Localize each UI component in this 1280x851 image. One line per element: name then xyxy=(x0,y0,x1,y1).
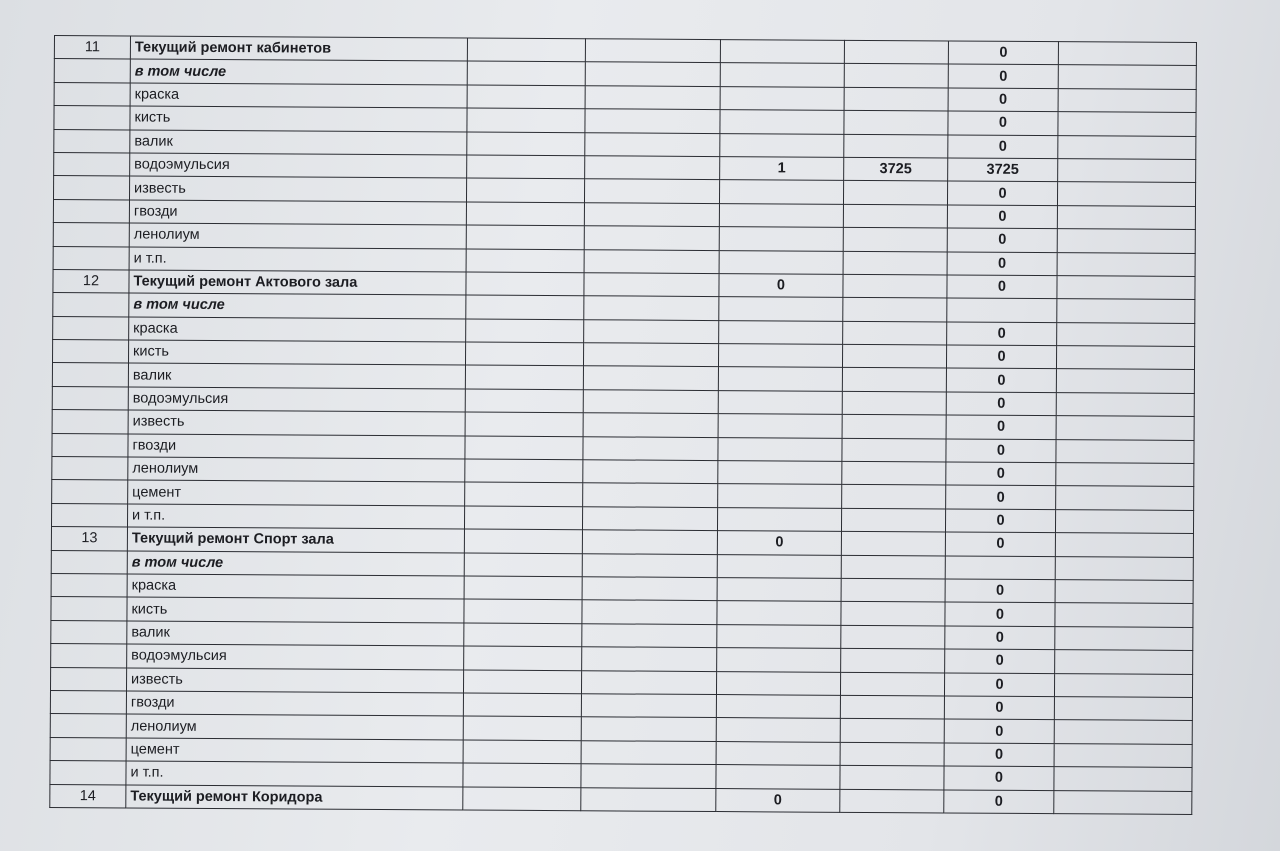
empty-cell xyxy=(585,62,720,86)
empty-cell xyxy=(465,342,583,366)
item-total: 0 xyxy=(944,766,1054,790)
empty-cell xyxy=(1054,767,1192,791)
empty-cell xyxy=(50,761,126,785)
empty-cell xyxy=(54,152,130,176)
item-price xyxy=(840,742,944,766)
material-name: ленолиум xyxy=(129,223,466,248)
empty-cell xyxy=(50,714,126,738)
item-price: 3725 xyxy=(844,157,948,181)
empty-cell xyxy=(52,480,128,504)
item-total: 0 xyxy=(948,111,1058,135)
empty-cell xyxy=(720,63,844,87)
item-total: 0 xyxy=(946,345,1056,369)
item-quantity xyxy=(718,461,842,485)
item-price xyxy=(840,719,944,743)
material-name: известь xyxy=(129,176,466,201)
empty-cell xyxy=(1055,650,1193,674)
empty-cell xyxy=(840,789,944,813)
material-name: кисть xyxy=(127,597,464,622)
item-number: 14 xyxy=(50,784,126,808)
empty-cell xyxy=(54,106,130,130)
empty-cell xyxy=(466,295,584,319)
material-name: кисть xyxy=(128,340,465,365)
item-price xyxy=(840,765,944,789)
empty-cell xyxy=(51,573,127,597)
header-total: 0 xyxy=(945,532,1055,556)
item-price xyxy=(843,181,947,205)
item-price xyxy=(842,391,946,415)
empty-cell xyxy=(582,577,717,601)
empty-cell xyxy=(1054,790,1192,814)
item-price xyxy=(844,134,948,158)
item-price xyxy=(842,415,946,439)
material-name: ленолиум xyxy=(128,457,465,482)
empty-cell xyxy=(466,272,584,296)
empty-cell xyxy=(583,483,718,507)
empty-cell xyxy=(53,199,129,223)
item-total: 0 xyxy=(947,205,1057,229)
empty-cell xyxy=(51,503,127,527)
empty-cell xyxy=(1057,182,1195,206)
empty-cell xyxy=(463,693,581,717)
item-price xyxy=(842,344,946,368)
empty-cell xyxy=(844,40,948,64)
item-total: 0 xyxy=(946,462,1056,486)
item-price xyxy=(842,461,946,485)
empty-cell xyxy=(582,507,717,531)
empty-cell xyxy=(54,129,130,153)
empty-cell xyxy=(583,460,718,484)
empty-cell xyxy=(51,644,127,668)
empty-cell xyxy=(843,298,947,322)
empty-cell xyxy=(51,597,127,621)
item-quantity xyxy=(719,250,843,274)
item-price xyxy=(842,368,946,392)
empty-cell xyxy=(1057,229,1195,253)
empty-cell xyxy=(52,457,128,481)
item-price xyxy=(843,321,947,345)
empty-cell xyxy=(1055,533,1193,557)
empty-cell xyxy=(581,670,716,694)
empty-cell xyxy=(52,363,128,387)
empty-cell xyxy=(463,763,581,787)
header-total: 0 xyxy=(944,789,1054,813)
material-name: известь xyxy=(126,668,463,693)
item-total: 0 xyxy=(946,368,1056,392)
empty-cell xyxy=(585,86,720,110)
empty-cell xyxy=(584,179,719,203)
material-name: валик xyxy=(130,130,467,155)
item-quantity xyxy=(717,578,841,602)
empty-cell xyxy=(466,178,584,202)
item-quantity xyxy=(717,601,841,625)
empty-cell xyxy=(584,226,719,250)
empty-cell xyxy=(466,202,584,226)
item-price xyxy=(841,602,945,626)
empty-cell xyxy=(1058,65,1196,89)
empty-cell xyxy=(50,667,126,691)
empty-cell xyxy=(464,576,582,600)
empty-cell xyxy=(464,506,582,530)
item-price xyxy=(841,508,945,532)
empty-cell xyxy=(467,38,585,62)
item-quantity xyxy=(717,507,841,531)
material-name: гвозди xyxy=(129,200,466,225)
item-number: 13 xyxy=(51,527,127,551)
empty-cell xyxy=(52,340,128,364)
subheader-total xyxy=(947,298,1057,322)
material-name: и т.п. xyxy=(127,504,464,529)
empty-cell xyxy=(584,202,719,226)
empty-cell xyxy=(51,550,127,574)
item-number: 12 xyxy=(53,269,129,293)
item-total: 0 xyxy=(945,579,1055,603)
item-total: 0 xyxy=(947,181,1057,205)
empty-cell xyxy=(585,39,720,63)
item-total: 0 xyxy=(948,88,1058,112)
empty-cell xyxy=(1057,276,1195,300)
empty-cell xyxy=(1055,603,1193,627)
empty-cell xyxy=(583,436,718,460)
item-price xyxy=(841,578,945,602)
empty-cell xyxy=(583,366,718,390)
header-total: 0 xyxy=(948,41,1058,65)
empty-cell xyxy=(465,365,583,389)
material-name: известь xyxy=(128,410,465,435)
empty-cell xyxy=(1058,88,1196,112)
subheader-label: в том числе xyxy=(127,551,464,576)
item-total: 0 xyxy=(946,392,1056,416)
repair-cost-table xyxy=(49,35,1197,815)
item-quantity xyxy=(720,110,844,134)
section-title: Текущий ремонт Спорт зала xyxy=(127,527,464,552)
empty-cell xyxy=(464,646,582,670)
empty-cell xyxy=(582,600,717,624)
item-quantity xyxy=(718,414,842,438)
empty-cell xyxy=(583,390,718,414)
item-total: 0 xyxy=(947,322,1057,346)
item-total: 0 xyxy=(944,719,1054,743)
header-quantity: 0 xyxy=(719,273,843,297)
empty-cell xyxy=(50,690,126,714)
material-name: гвозди xyxy=(126,691,463,716)
empty-cell xyxy=(465,482,583,506)
empty-cell xyxy=(581,787,716,811)
item-quantity xyxy=(718,367,842,391)
empty-cell xyxy=(581,764,716,788)
empty-cell xyxy=(1056,439,1194,463)
empty-cell xyxy=(54,82,130,106)
item-total: 0 xyxy=(946,415,1056,439)
empty-cell xyxy=(466,225,584,249)
subheader-total xyxy=(945,556,1055,580)
item-quantity xyxy=(719,203,843,227)
material-name: краска xyxy=(130,83,467,108)
material-name: валик xyxy=(128,363,465,388)
empty-cell xyxy=(585,109,720,133)
empty-cell xyxy=(584,273,719,297)
item-quantity xyxy=(719,227,843,251)
empty-cell xyxy=(465,412,583,436)
item-total: 0 xyxy=(945,602,1055,626)
material-name: и т.п. xyxy=(129,246,466,271)
empty-cell xyxy=(582,647,717,671)
empty-cell xyxy=(1054,720,1192,744)
empty-cell xyxy=(581,694,716,718)
empty-cell xyxy=(581,740,716,764)
header-quantity: 0 xyxy=(717,531,841,555)
table-body xyxy=(50,36,1197,815)
material-name: ленолиум xyxy=(126,714,463,739)
material-name: краска xyxy=(129,317,466,342)
empty-cell xyxy=(464,623,582,647)
material-name: краска xyxy=(127,574,464,599)
item-quantity xyxy=(716,694,840,718)
item-quantity xyxy=(718,437,842,461)
material-name: и т.п. xyxy=(126,761,463,786)
empty-cell xyxy=(1055,556,1193,580)
empty-cell xyxy=(53,176,129,200)
item-total: 0 xyxy=(944,743,1054,767)
item-total: 0 xyxy=(945,509,1055,533)
empty-cell xyxy=(583,413,718,437)
empty-cell xyxy=(465,459,583,483)
empty-cell xyxy=(1056,369,1194,393)
item-price xyxy=(844,110,948,134)
empty-cell xyxy=(1056,392,1194,416)
material-name: валик xyxy=(127,621,464,646)
empty-cell xyxy=(53,246,129,270)
item-total: 0 xyxy=(946,485,1056,509)
empty-cell xyxy=(53,293,129,317)
item-quantity xyxy=(719,320,843,344)
item-total: 0 xyxy=(944,696,1054,720)
empty-cell xyxy=(585,132,720,156)
empty-cell xyxy=(54,59,130,83)
item-quantity xyxy=(720,86,844,110)
empty-cell xyxy=(1056,346,1194,370)
item-quantity xyxy=(716,765,840,789)
item-total: 0 xyxy=(945,649,1055,673)
empty-cell xyxy=(52,386,128,410)
empty-cell xyxy=(467,132,585,156)
item-total: 0 xyxy=(947,251,1057,275)
empty-cell xyxy=(53,316,129,340)
empty-cell xyxy=(582,530,717,554)
empty-cell xyxy=(1055,580,1193,604)
empty-cell xyxy=(463,716,581,740)
empty-cell xyxy=(1056,463,1194,487)
material-name: цемент xyxy=(128,480,465,505)
item-quantity xyxy=(716,718,840,742)
material-name: цемент xyxy=(126,738,463,763)
subheader-label: в том числе xyxy=(129,293,466,318)
empty-cell xyxy=(51,620,127,644)
empty-cell xyxy=(463,787,581,811)
empty-cell xyxy=(1058,135,1196,159)
empty-cell xyxy=(1055,509,1193,533)
item-price xyxy=(841,648,945,672)
item-quantity xyxy=(716,741,840,765)
item-quantity xyxy=(716,671,840,695)
empty-cell xyxy=(1054,743,1192,767)
empty-cell xyxy=(1056,486,1194,510)
material-name: водоэмульсия xyxy=(130,153,467,178)
header-quantity xyxy=(720,40,844,64)
empty-cell xyxy=(1055,626,1193,650)
empty-cell xyxy=(463,670,581,694)
empty-cell xyxy=(584,296,719,320)
empty-cell xyxy=(464,553,582,577)
empty-cell xyxy=(582,624,717,648)
empty-cell xyxy=(467,108,585,132)
item-total: 0 xyxy=(946,439,1056,463)
empty-cell xyxy=(844,64,948,88)
empty-cell xyxy=(841,532,945,556)
item-price xyxy=(841,625,945,649)
empty-cell xyxy=(719,297,843,321)
empty-cell xyxy=(583,343,718,367)
item-price xyxy=(842,438,946,462)
empty-cell xyxy=(464,529,582,553)
empty-cell xyxy=(464,599,582,623)
item-quantity: 1 xyxy=(720,157,844,181)
item-price xyxy=(843,227,947,251)
item-total: 3725 xyxy=(948,158,1058,182)
item-quantity xyxy=(718,344,842,368)
empty-cell xyxy=(1056,416,1194,440)
section-title: Текущий ремонт кабинетов xyxy=(130,36,467,61)
empty-cell xyxy=(582,553,717,577)
item-price xyxy=(842,485,946,509)
item-quantity xyxy=(718,390,842,414)
subheader-total: 0 xyxy=(948,64,1058,88)
item-total: 0 xyxy=(947,228,1057,252)
empty-cell xyxy=(467,85,585,109)
empty-cell xyxy=(52,410,128,434)
empty-cell xyxy=(465,436,583,460)
empty-cell xyxy=(843,274,947,298)
item-price xyxy=(840,695,944,719)
item-quantity xyxy=(720,133,844,157)
empty-cell xyxy=(584,319,719,343)
item-price xyxy=(840,672,944,696)
empty-cell xyxy=(584,249,719,273)
empty-cell xyxy=(1057,322,1195,346)
item-price xyxy=(844,87,948,111)
material-name: гвозди xyxy=(128,434,465,459)
item-quantity xyxy=(717,648,841,672)
empty-cell xyxy=(717,554,841,578)
item-number: 11 xyxy=(54,36,130,60)
material-name: водоэмульсия xyxy=(127,644,464,669)
item-price xyxy=(843,251,947,275)
empty-cell xyxy=(466,319,584,343)
item-quantity xyxy=(717,624,841,648)
empty-cell xyxy=(50,737,126,761)
material-name: кисть xyxy=(130,106,467,131)
subheader-label: в том числе xyxy=(130,59,467,84)
item-total: 0 xyxy=(948,135,1058,159)
section-title: Текущий ремонт Актового зала xyxy=(129,270,466,295)
empty-cell xyxy=(841,555,945,579)
empty-cell xyxy=(1058,159,1196,183)
empty-cell xyxy=(467,155,585,179)
empty-cell xyxy=(467,61,585,85)
item-price xyxy=(843,204,947,228)
header-total: 0 xyxy=(947,275,1057,299)
material-name: водоэмульсия xyxy=(128,387,465,412)
header-quantity: 0 xyxy=(716,788,840,812)
empty-cell xyxy=(581,717,716,741)
empty-cell xyxy=(1058,42,1196,66)
empty-cell xyxy=(463,740,581,764)
empty-cell xyxy=(1057,205,1195,229)
item-quantity xyxy=(718,484,842,508)
empty-cell xyxy=(1054,673,1192,697)
empty-cell xyxy=(466,249,584,273)
empty-cell xyxy=(1057,299,1195,323)
empty-cell xyxy=(52,433,128,457)
item-total: 0 xyxy=(944,672,1054,696)
empty-cell xyxy=(1054,697,1192,721)
empty-cell xyxy=(1058,112,1196,136)
item-quantity xyxy=(719,180,843,204)
section-title: Текущий ремонт Коридора xyxy=(126,784,463,809)
empty-cell xyxy=(53,223,129,247)
empty-cell xyxy=(465,389,583,413)
empty-cell xyxy=(1057,252,1195,276)
empty-cell xyxy=(585,156,720,180)
item-total: 0 xyxy=(945,626,1055,650)
